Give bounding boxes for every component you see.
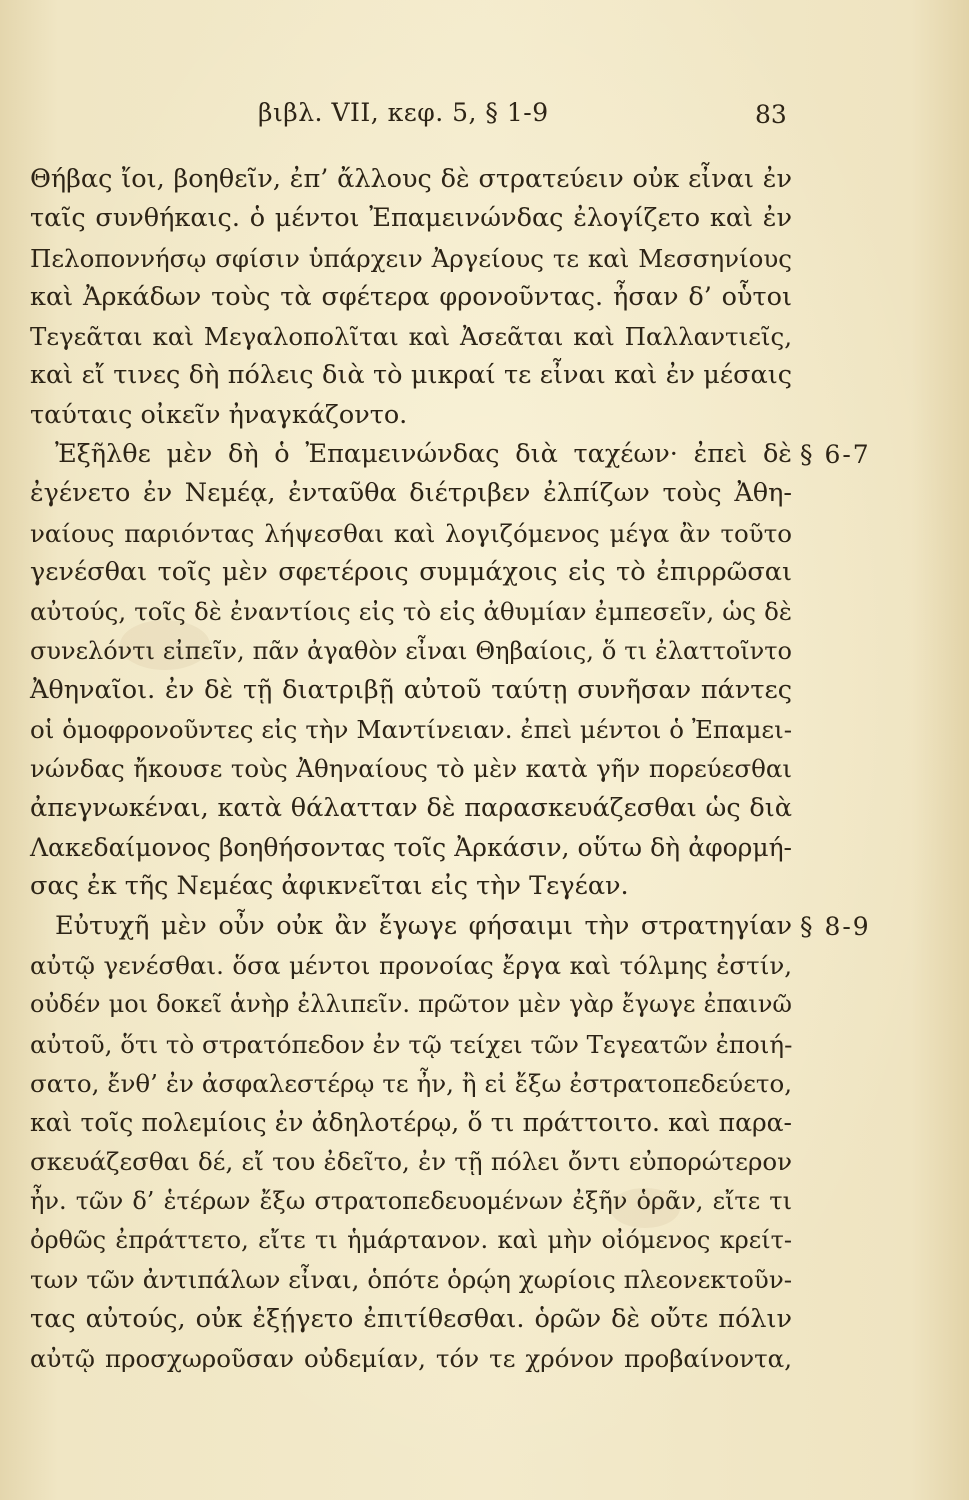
- text-line: ταῖς συνθήκαις. ὁ μέντοι Ἐπαμεινώνδας ἐλογίζετο καὶ ἐν: [30, 203, 792, 234]
- running-head: [0, 98, 969, 132]
- text-line: Λακεδαίμονος βοηθήσοντας τοῖς Ἀρκάσιν, οὕτω δὴ ἀφορμή-: [30, 833, 792, 863]
- text-line: ναίους παριόντας λήψεσθαι καὶ λογιζόμενος μέγα ἂν τοῦτο: [30, 518, 792, 548]
- text-line: τας αὐτούς, οὐκ ἐξῄγετο ἐπιτίθεσθαι. ὁρῶν δὲ οὔτε πόλιν: [30, 1303, 792, 1334]
- text-line: συνελόντι εἰπεῖν, πᾶν ἀγαθὸν εἶναι Θηβαίοις, ὅ τι ἐλαττοῖντο: [30, 636, 792, 665]
- page-number: 83: [755, 100, 787, 129]
- text-line: αὐτῷ προσχωροῦσαν οὐδεμίαν, τόν τε χρόνον προβαίνοντα,: [30, 1343, 792, 1373]
- text-line: καὶ εἴ τινες δὴ πόλεις διὰ τὸ μικραί τε εἶναι καὶ ἐν μέσαις: [30, 360, 792, 391]
- text-line: ἐγένετο ἐν Νεμέᾳ, ἐνταῦθα διέτριβεν ἐλπίζων τοὺς Ἀθη-: [30, 478, 792, 509]
- text-line: αὐτῷ γενέσθαι. ὅσα μέντοι προνοίας ἔργα καὶ τόλμης ἐστίν,: [30, 950, 792, 980]
- margin-section-note: § 6-7: [800, 440, 871, 469]
- text-line: σκευάζεσθαι δέ, εἴ του ἐδεῖτο, ἐν τῇ πόλει ὄντι εὐπορώτερον: [30, 1147, 792, 1177]
- body-text: [30, 160, 792, 1378]
- text-line: καὶ Ἀρκάδων τοὺς τὰ σφέτερα φρονοῦντας. ἦσαν δ’ οὗτοι: [30, 281, 792, 312]
- text-line: οὐδέν μοι δοκεῖ ἁνὴρ ἐλλιπεῖν. πρῶτον μὲν γὰρ ἔγωγε ἐπαινῶ: [30, 990, 792, 1019]
- text-line: αὐτοῦ, ὅτι τὸ στρατόπεδον ἐν τῷ τείχει τῶν Τεγεατῶν ἐποιή-: [30, 1029, 793, 1059]
- text-line: αὐτούς, τοῖς δὲ ἐναντίοις εἰς τὸ εἰς ἀθυμίαν ἐμπεσεῖν, ὡς δὲ: [30, 597, 792, 627]
- text-line: σατο, ἔνθ’ ἐν ἀσφαλεστέρῳ τε ἦν, ἢ εἰ ἔξω ἐστρατοπεδεύετο,: [30, 1068, 792, 1098]
- paragraph-start-line: Ἐξῆλθε μὲν δὴ ὁ Ἐπαμεινώνδας διὰ ταχέων· ἐπεὶ δὲ: [55, 439, 792, 470]
- text-line: ἀπεγνωκέναι, κατὰ θάλατταν δὲ παρασκευάζεσθαι ὡς διὰ: [30, 792, 792, 823]
- text-line: νώνδας ἤκουσε τοὺς Ἀθηναίους τὸ μὲν κατὰ γῆν πορεύεσθαι: [30, 754, 792, 784]
- text-line: ταύταις οἰκεῖν ἠναγκάζοντο.: [30, 399, 408, 430]
- text-line: Ἀθηναῖοι. ἐν δὲ τῇ διατριβῇ αὐτοῦ ταύτῃ συνῆσαν πάντες: [30, 674, 792, 705]
- text-line: γενέσθαι τοῖς μὲν σφετέροις συμμάχοις εἰς τὸ ἐπιρρῶσαι: [30, 556, 792, 587]
- text-line: των τῶν ἀντιπάλων εἶναι, ὁπότε ὁρῴη χωρίοις πλεονεκτοῦν-: [30, 1265, 792, 1295]
- text-line: ἦν. τῶν δ’ ἑτέρων ἔξω στρατοπεδευομένων ἐξῆν ὁρᾶν, εἴτε τι: [30, 1186, 792, 1215]
- margin-section-note: § 8-9: [800, 912, 871, 941]
- text-line: Πελοποννήσῳ σφίσιν ὑπάρχειν Ἀργείους τε καὶ Μεσσηνίους: [30, 243, 792, 273]
- text-line: ὀρθῶς ἐπράττετο, εἴτε τι ἡμάρτανον. καὶ μὴν οἰόμενος κρείτ-: [30, 1226, 792, 1255]
- paragraph-start-line: Εὐτυχῆ μὲν οὖν οὐκ ἂν ἔγωγε φήσαιμι τὴν στρατηγίαν: [55, 910, 792, 941]
- text-line: Τεγεᾶται καὶ Μεγαλοπολῖται καὶ Ἀσεᾶται καὶ Παλλαντιεῖς,: [30, 322, 792, 352]
- text-line: Θήβας ἴοι, βοηθεῖν, ἐπ’ ἄλλους δὲ στρατεύειν οὐκ εἶναι ἐν: [30, 164, 792, 194]
- text-line: καὶ τοῖς πολεμίοις ἐν ἀδηλοτέρῳ, ὅ τι πράττοιτο. καὶ παρα-: [30, 1108, 792, 1138]
- text-line: σας ἐκ τῆς Νεμέας ἀφικνεῖται εἰς τὴν Τεγέαν.: [30, 871, 629, 902]
- text-line: οἱ ὁμοφρονοῦντες εἰς τὴν Μαντίνειαν. ἐπεὶ μέντοι ὁ Ἐπαμει-: [30, 715, 792, 745]
- running-title: βιβλ. VII, κεφ. 5, § 1-9: [258, 98, 549, 127]
